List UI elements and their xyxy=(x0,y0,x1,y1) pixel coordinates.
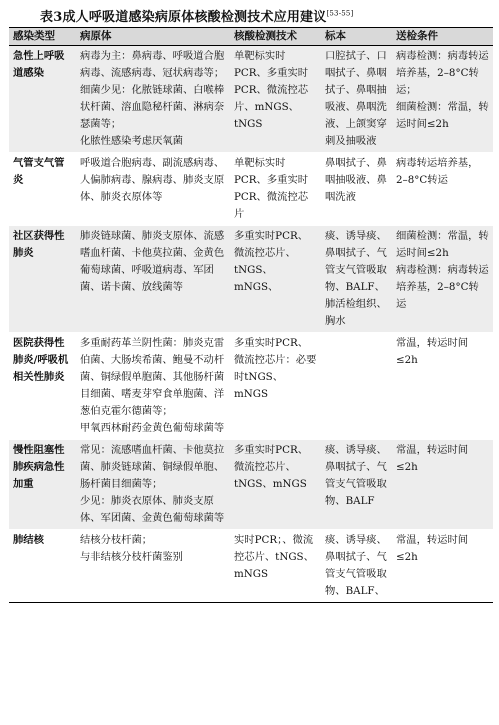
cell-pathogen xyxy=(76,333,230,440)
cell-pathogen-line: 化脓性感染考虑厌氧菌 xyxy=(80,135,183,147)
table-title xyxy=(40,6,354,25)
cell-infection-type-line: 急性上呼吸道感染 xyxy=(13,50,65,79)
header-infection-type: 感染类型 xyxy=(9,28,76,46)
cell-pathogen-line: 多重耐药革兰阴性菌：肺炎克雷伯菌、大肠埃希菌、鲍曼不动杆菌、铜绿假单胞菌、其他肠杆菌目细菌、嗜麦芽窄食单胞菌、洋葱伯克霍尔德菌等； xyxy=(80,337,225,417)
cell-method-line: 多重实时PCR、微流控芯片、tNGS、mNGS、 xyxy=(234,230,309,293)
table-title-text: 表3成人呼吸道感染病原体核酸检测技术应用建议 xyxy=(40,10,327,25)
cell-condition xyxy=(392,530,493,603)
cell-specimen xyxy=(321,153,392,226)
cell-condition xyxy=(392,46,493,153)
cell-infection-type-line: 气管支气管炎 xyxy=(13,157,65,186)
cell-infection-type-line: 社区获得性肺炎 xyxy=(13,230,65,259)
table-row xyxy=(9,226,493,333)
cell-specimen xyxy=(321,333,392,440)
cell-pathogen-line: 病毒为主：鼻病毒、呼吸道合胞病毒、流感病毒、冠状病毒等； xyxy=(80,50,225,79)
header-method: 核酸检测技术 xyxy=(230,28,321,46)
cell-condition xyxy=(392,333,493,440)
cell-pathogen-line: 少见：肺炎衣原体、肺炎支原体、军团菌、金黄色葡萄球菌等 xyxy=(80,495,225,524)
header-pathogen: 病原体 xyxy=(76,28,230,46)
cell-specimen-line: 痰、诱导痰、鼻咽拭子、气管支气管吸取物、BALF xyxy=(325,444,387,507)
cell-infection-type-line: 肺结核 xyxy=(13,534,44,546)
cell-pathogen xyxy=(76,46,230,153)
reference-citation: [53-55] xyxy=(326,9,354,18)
cell-condition-line: 病毒检测：病毒转运培养基，2–8°C转运； xyxy=(396,50,489,96)
cell-specimen-line: 鼻咽拭子、鼻咽抽吸液、鼻咽洗液 xyxy=(325,157,387,203)
cell-infection-type xyxy=(9,226,76,333)
cell-pathogen-line: 肺炎链球菌、肺炎支原体、流感嗜血杆菌、卡他莫拉菌、金黄色葡萄球菌、呼吸道病毒、军团菌、诺卡菌、放线菌等 xyxy=(80,230,225,293)
cell-method xyxy=(230,153,321,226)
cell-condition xyxy=(392,440,493,530)
cell-method-line: 实时PCR；、微流控芯片、tNGS、mNGS xyxy=(234,534,314,580)
cell-infection-type-line: 慢性阻塞性肺疾病急性加重 xyxy=(13,444,65,490)
cell-infection-type-line: 医院获得性肺炎/呼吸机相关性肺炎 xyxy=(13,337,69,383)
table-row xyxy=(9,46,493,153)
cell-condition-line: 病毒检测：病毒转运培养基，2–8°C转运 xyxy=(396,264,489,310)
cell-specimen xyxy=(321,46,392,153)
cell-pathogen-line: 与非结核分枝杆菌鉴别 xyxy=(80,551,183,563)
table-row xyxy=(9,440,493,530)
header-condition: 送检条件 xyxy=(392,28,493,46)
cell-condition-line: 病毒转运培养基，2–8°C转运 xyxy=(396,157,479,186)
cell-method-line: 多重实时PCR、微流控芯片：必要时tNGS、mNGS xyxy=(234,337,317,400)
cell-pathogen xyxy=(76,530,230,603)
cell-pathogen-line: 呼吸道合胞病毒、副流感病毒、人偏肺病毒、腺病毒、肺炎支原体、肺炎衣原体等 xyxy=(80,157,225,203)
cell-method xyxy=(230,333,321,440)
cell-pathogen xyxy=(76,226,230,333)
cell-specimen-line: 痰、诱导痰、鼻咽拭子、气管支气管吸取物、BALF、肺活检组织、胸水 xyxy=(325,230,387,327)
cell-condition-line: 常温，转运时间≤2h xyxy=(396,337,469,366)
cell-condition-line: 细菌检测：常温，转运时间≤2h xyxy=(396,101,489,130)
cell-method xyxy=(230,226,321,333)
cell-infection-type xyxy=(9,153,76,226)
table-row xyxy=(9,530,493,603)
cell-method xyxy=(230,530,321,603)
cell-specimen xyxy=(321,440,392,530)
table-row xyxy=(9,333,493,440)
cell-condition xyxy=(392,226,493,333)
cell-infection-type xyxy=(9,333,76,440)
cell-specimen-line: 痰、诱导痰、鼻咽拭子、气管支气管吸取物、BALF、 xyxy=(325,534,387,597)
cell-specimen xyxy=(321,530,392,603)
cell-infection-type xyxy=(9,530,76,603)
cell-method xyxy=(230,46,321,153)
cell-pathogen-line: 常见：流感嗜血杆菌、卡他莫拉菌、肺炎链球菌、铜绿假单胞、肠杆菌目细菌等； xyxy=(80,444,225,490)
header-specimen: 标本 xyxy=(321,28,392,46)
cell-specimen-line: 口腔拭子、口咽拭子、鼻咽拭子、鼻咽抽吸液、鼻咽洗液、上颌窦穿刺及抽吸液 xyxy=(325,50,387,147)
cell-pathogen xyxy=(76,440,230,530)
cell-specimen xyxy=(321,226,392,333)
cell-infection-type xyxy=(9,440,76,530)
table-row xyxy=(9,153,493,226)
cell-method-line: 多重实时PCR、微流控芯片、tNGS、mNGS xyxy=(234,444,309,490)
cell-method xyxy=(230,440,321,530)
cell-condition-line: 细菌检测：常温，转运时间≤2h xyxy=(396,230,489,259)
cell-condition-line: 常温，转运时间≤2h xyxy=(396,534,469,563)
cell-infection-type xyxy=(9,46,76,153)
cell-pathogen xyxy=(76,153,230,226)
cell-method-line: 单靶标实时PCR、多重实时PCR、微流控芯片 xyxy=(234,157,309,220)
header-row xyxy=(9,28,493,46)
cell-condition-line: 常温，转运时间≤2h xyxy=(396,444,469,473)
cell-pathogen-line: 细菌少见：化脓链球菌、白喉棒状杆菌、溶血隐秘杆菌、淋病奈瑟菌等； xyxy=(80,84,225,130)
cell-method-line: 单靶标实时PCR、多重实时PCR、微流控芯片、mNGS、tNGS xyxy=(234,50,309,130)
cell-pathogen-line: 结核分枝杆菌； xyxy=(80,534,153,546)
cell-pathogen-line: 甲氧西林耐药金黄色葡萄球菌等 xyxy=(80,422,225,434)
cell-condition xyxy=(392,153,493,226)
recommendation-table xyxy=(9,27,493,603)
